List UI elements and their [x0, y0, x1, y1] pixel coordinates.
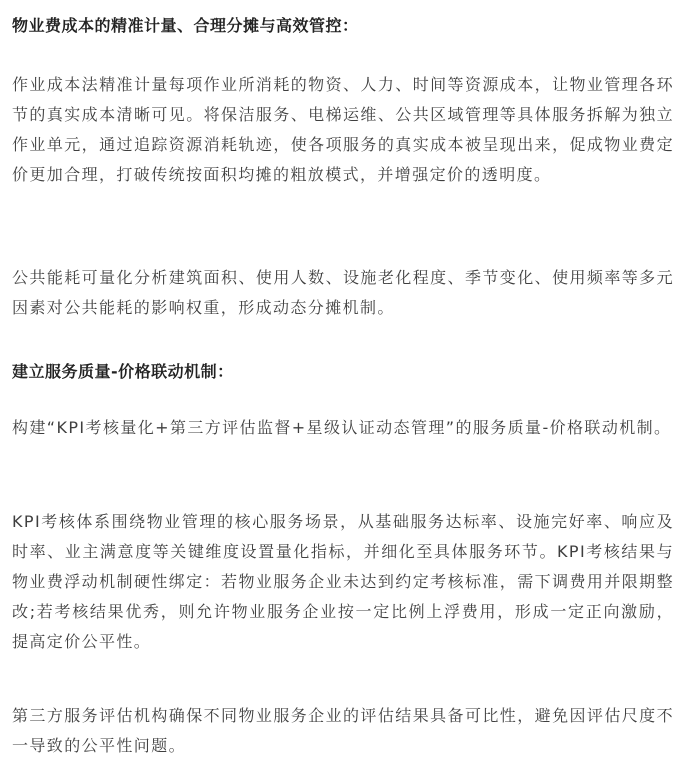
paragraph-third-party: 第三方服务评估机构确保不同物业服务企业的评估结果具备可比性，避免因评估尺度不一导致的公平性问题。	[12, 706, 674, 755]
paragraph-activity-costing: 作业成本法精准计量每项作业所消耗的物资、人力、时间等资源成本，让物业管理各环节的真实成本清晰可见。将保洁服务、电梯运维、公共区域管理等具体服务拆解为独立作业单元，通过追踪资源消耗轨迹，使各项服务的真实成本被呈现出来，促成物业费定价更加合理，打破传统按面积均摊的粗放模式，并增强定价的透明度。	[12, 75, 674, 184]
paragraph-energy-allocation: 公共能耗可量化分析建筑面积、使用人数、设施老化程度、季节变化、使用频率等多元因素对公共能耗的影响权重，形成动态分摊机制。	[12, 268, 674, 317]
section-heading-cost: 物业费成本的精准计量、合理分摊与高效管控：	[12, 16, 359, 35]
section-heading-quality-price: 建立服务质量-价格联动机制：	[12, 362, 234, 381]
paragraph-linkage-mechanism: 构建“KPI考核量化+第三方评估监督+星级认证动态管理”的服务质量-价格联动机制。	[12, 418, 672, 437]
paragraph-kpi-system: KPI考核体系围绕物业管理的核心服务场景，从基础服务达标率、设施完好率、响应及时率、业主满意度等关键维度设置量化指标，并细化至具体服务环节。KPI考核结果与物业费浮动机制硬性绑定：若物业服务企业未达到约定考核标准，需下调费用并限期整改;若考核结果优秀，则允许物业服务企业按一定比例上浮费用，形成一定正向激励，提高定价公平性。	[12, 512, 674, 651]
